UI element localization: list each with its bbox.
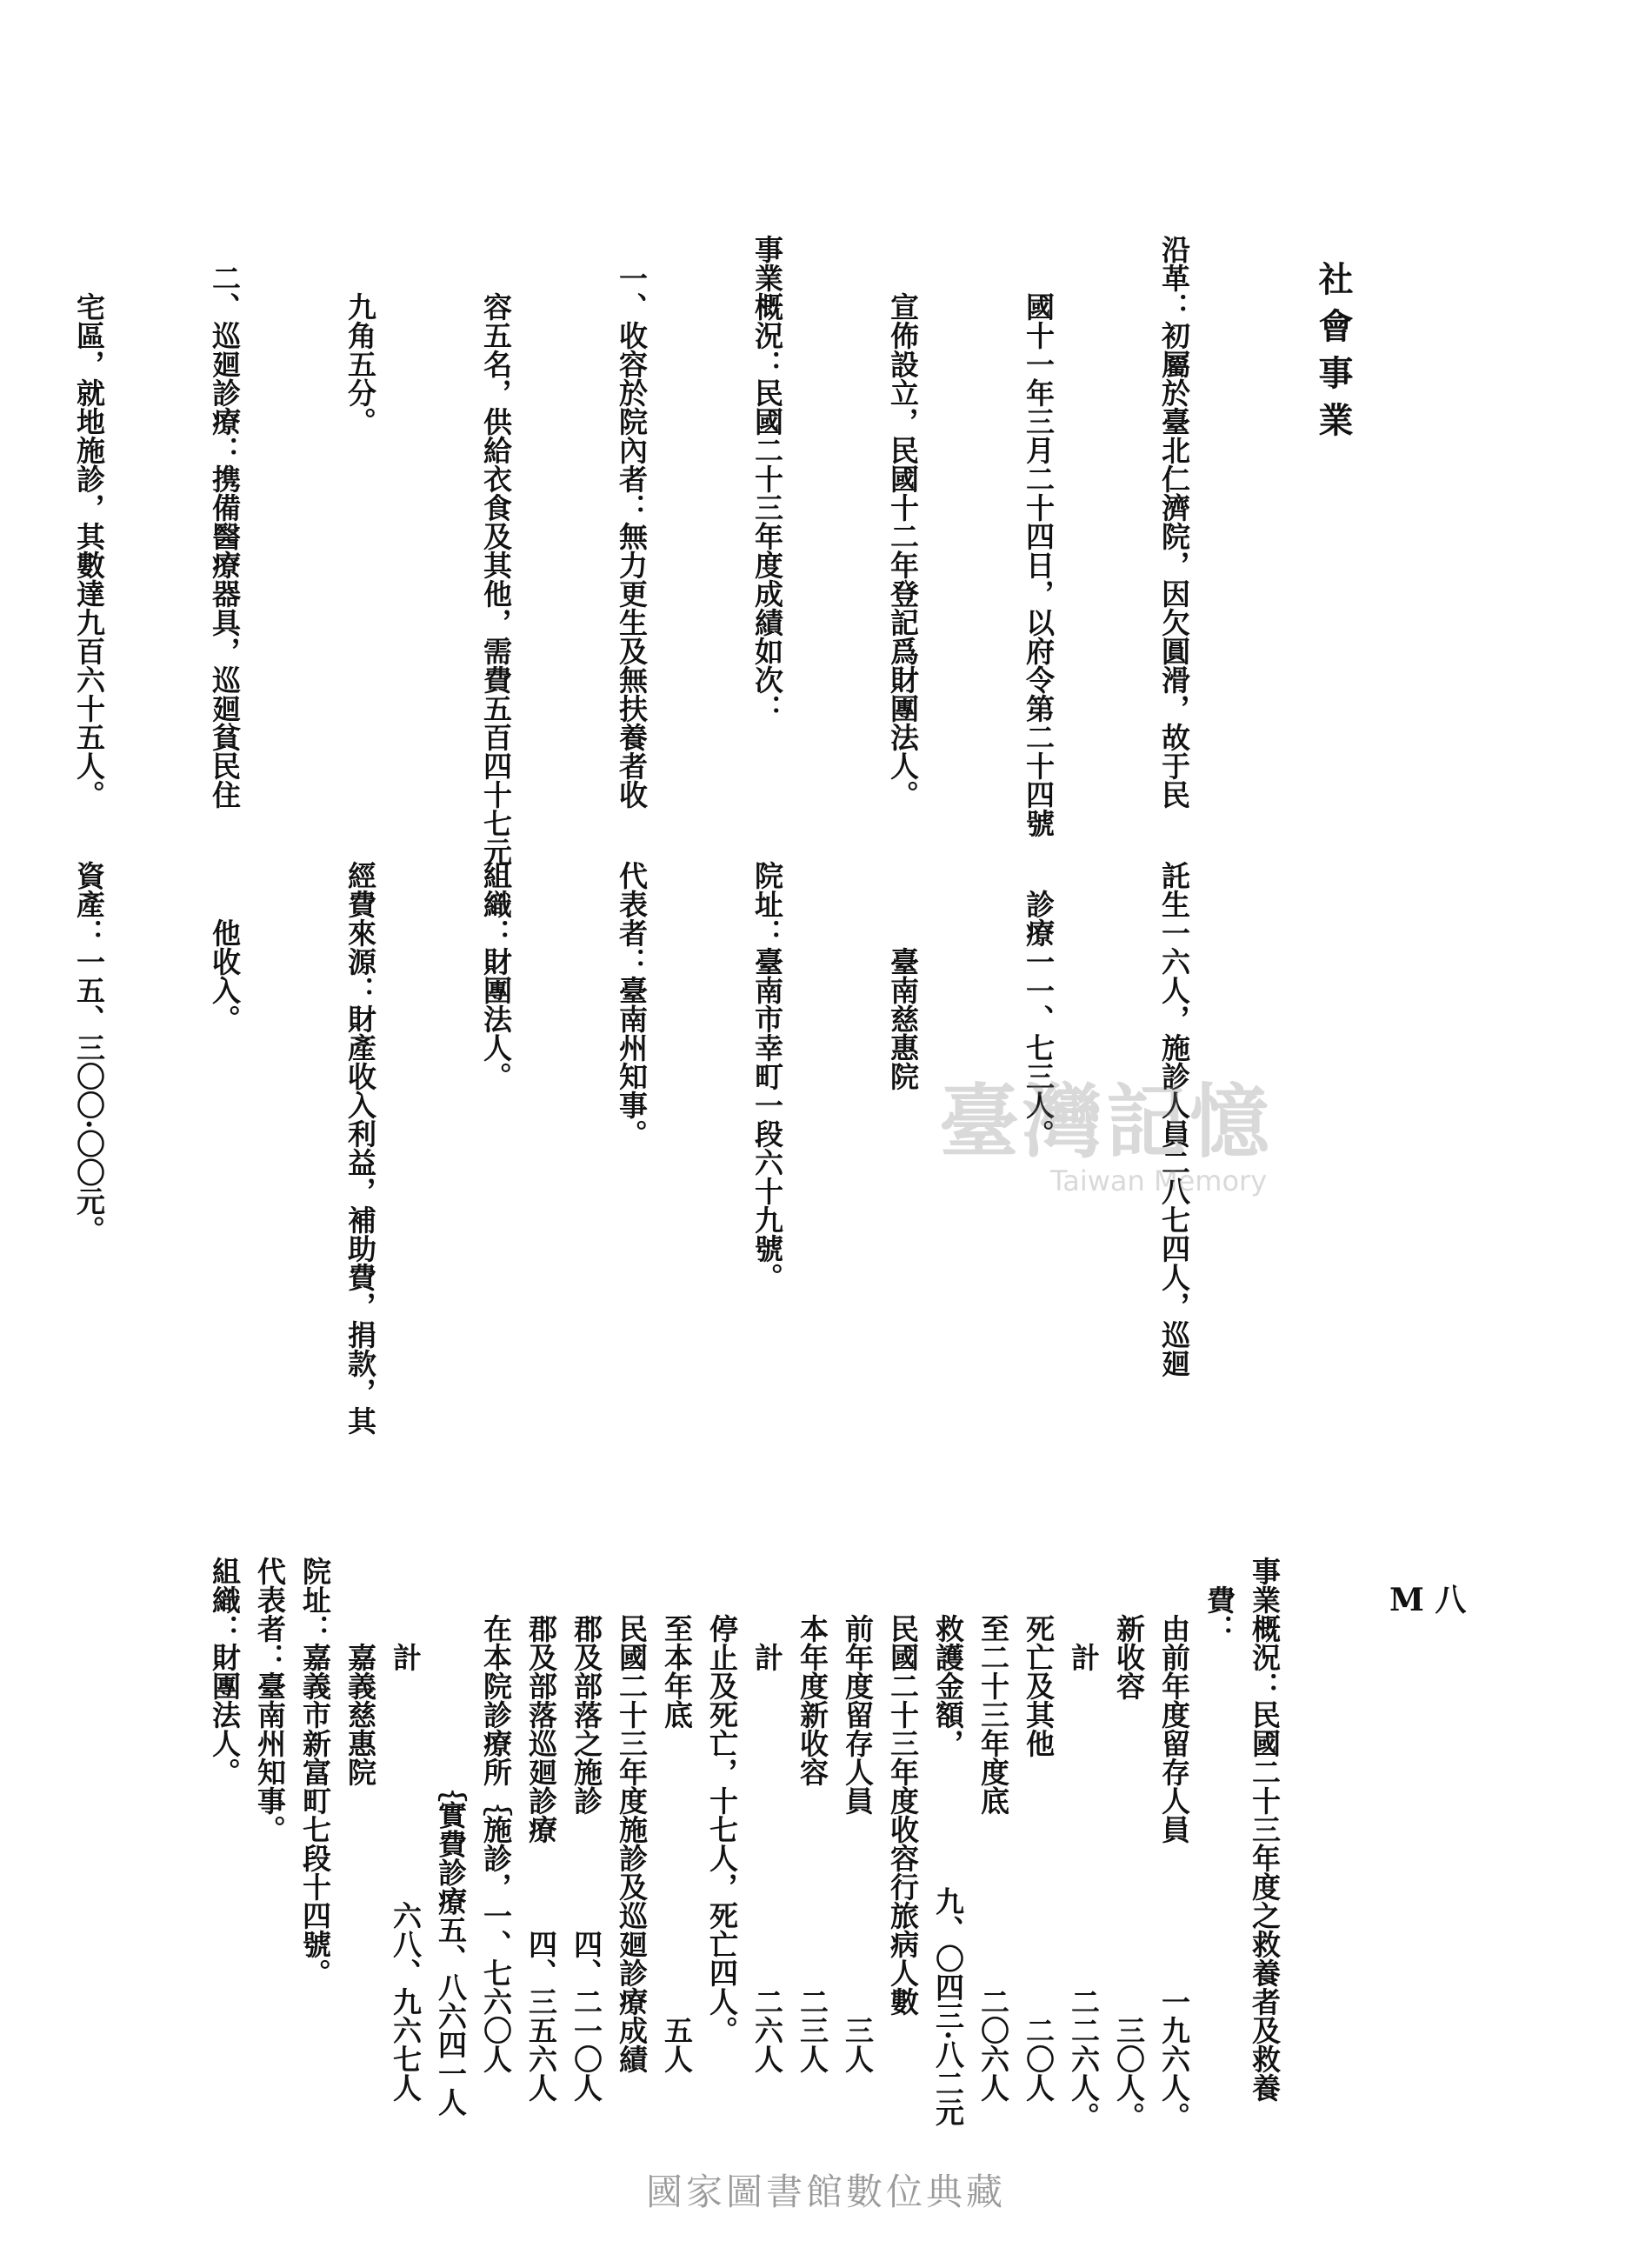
text-line: 國十一年三月二十四日，以府令第二十四號	[1022, 235, 1056, 837]
text-line: 宅區，就地施診，其數達九百六十五人。	[72, 235, 106, 809]
text-line: 九角五分。	[343, 235, 377, 436]
text-line: 他收入。	[208, 861, 242, 1033]
text-line: 代表者：臺南州知事。	[615, 861, 649, 1148]
text-line: 嘉義慈惠院	[343, 1557, 377, 1786]
text-line: 組織：財團法人。	[479, 861, 513, 1090]
text-line: 本年度新收容 二三人	[796, 1557, 829, 2073]
text-block-bottom	[202, 1557, 1287, 2148]
watermark-english: Taiwan Memory	[1050, 1164, 1268, 1197]
text-line: 資產：一五、三〇〇·〇〇元。	[72, 861, 106, 1244]
text-line: 郡及部落巡廻診療 四、三五六人	[524, 1557, 558, 2102]
text-line: 容五名，供給衣食及其他，需費五百四十七元	[479, 235, 513, 866]
text-line: 民國二十三年度施診及巡廻診療成績	[615, 1557, 649, 2073]
text-line: 事業概況：民國二十三年度之救養者及救養	[1248, 1557, 1282, 2102]
text-line: 宣佈設立，民國十二年登記爲財團法人。	[886, 235, 920, 809]
text-line: 由前年度留存人員 一九六人。	[1157, 1557, 1191, 2131]
text-line: 前年度留存人員 三人	[841, 1557, 875, 2073]
section-title: 臺南慈惠院	[886, 861, 920, 1090]
text-line: 死亡及其他 二〇人	[1022, 1557, 1056, 2102]
text-line: 經費來源：財產收入利益，補助費，捐款，其	[343, 861, 377, 1435]
watermark-chinese: 臺灣記憶	[939, 1075, 1274, 1169]
footer-archive-label: 國家圖書館數位典藏	[645, 2171, 1006, 2213]
text-line: 郡及部落之施診 四、二一〇人	[570, 1557, 603, 2102]
text-line: 診療一一、七三人。	[1022, 861, 1056, 1148]
text-line: 在本院診療所｛施診，一、七六〇人	[479, 1557, 513, 2073]
text-line: 計 二六人	[750, 1557, 784, 2073]
text-line: 民國二十三年度收容行旅病人數	[886, 1557, 920, 2016]
text-line: 二、巡廻診療：携備醫療器具，巡廻貧民住	[208, 235, 242, 809]
text-line: 沿革：初屬於臺北仁濟院，因欠圓滑，故于民	[1157, 235, 1191, 809]
text-line: ｛實費診療五、八六四一人	[434, 1557, 468, 2117]
text-line: 院址：嘉義市新富町七段十四號。	[298, 1557, 332, 1987]
text-line: 事業概況：民國二十三年度成績如次：	[750, 235, 784, 723]
text-line: 費：	[1202, 1557, 1236, 1643]
page-number: M 八	[1389, 1582, 1467, 1618]
text-line: 至二十三年度底 二〇六人	[976, 1557, 1010, 2102]
text-line: 救護金額， 九、〇四三·八二元	[931, 1557, 965, 2126]
page-header-title: 社會事業	[1313, 261, 1354, 449]
text-line: 託生一六人，施診人員二八七四人，巡廻	[1157, 861, 1191, 1377]
text-line: 計 二二六人。	[1067, 1557, 1101, 2131]
text-line: 院址：臺南市幸町一段六十九號。	[750, 861, 784, 1291]
text-line: 停止及死亡，十七人，死亡四人。	[705, 1557, 739, 2044]
text-block-right	[0, 235, 1287, 866]
text-line: 至本年底 五人	[660, 1557, 694, 2073]
text-line: 代表者：臺南州知事。	[253, 1557, 287, 1844]
text-line: 計 六八、九六七人	[389, 1557, 423, 2102]
text-line: 組織：財團法人。	[208, 1557, 242, 1786]
taiwan-memory-watermark	[939, 1075, 1304, 1209]
text-line: 新收容 三〇人。	[1112, 1557, 1146, 2131]
text-line: 一、收容於院內者：無力更生及無扶養者收	[615, 235, 649, 809]
